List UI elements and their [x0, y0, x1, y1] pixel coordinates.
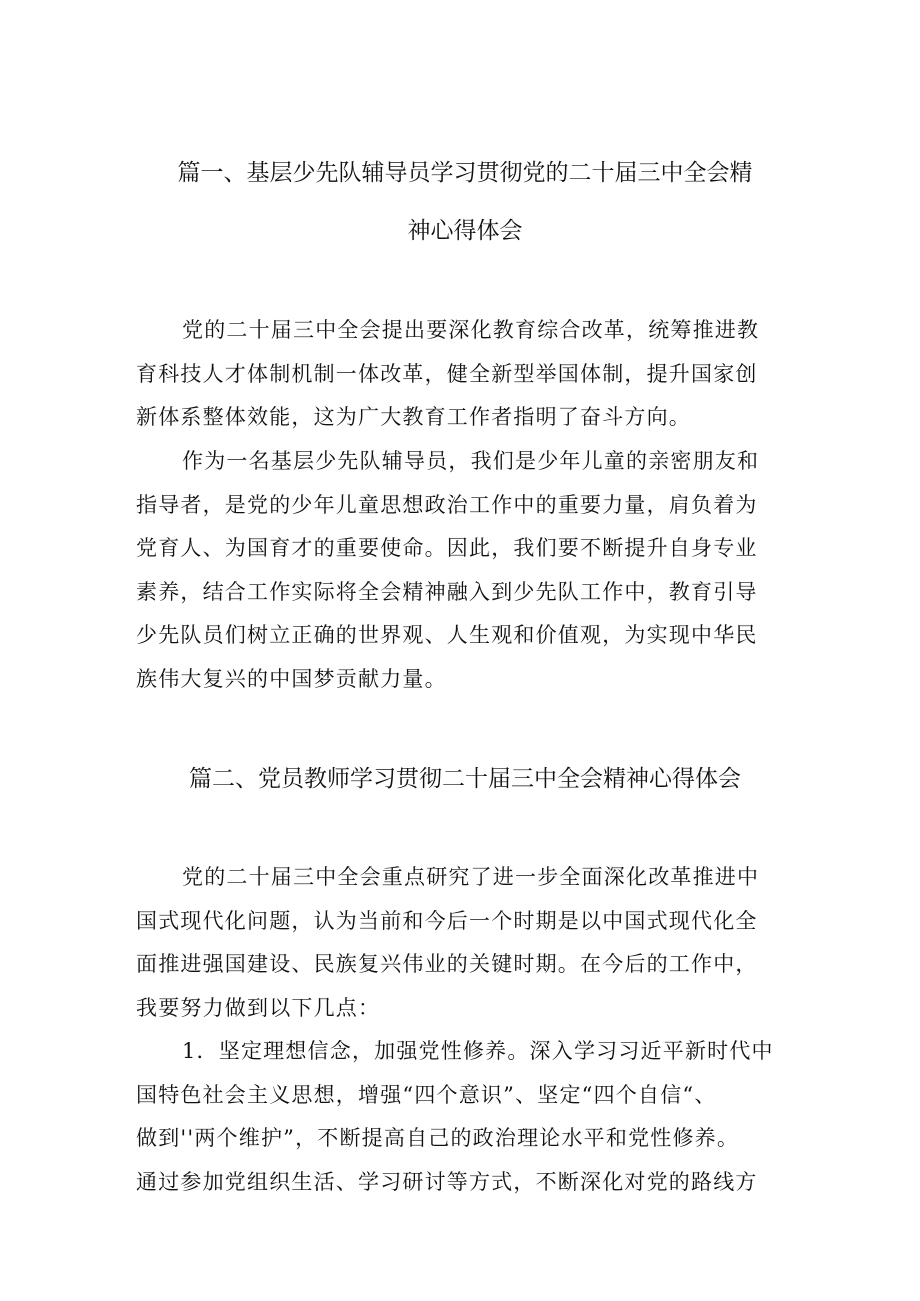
section2-paragraph-1 — [136, 856, 796, 1030]
text-line: 我要努力做到以下几点： — [136, 995, 381, 1020]
section1-paragraph-1 — [136, 309, 796, 440]
text-line: 新体系整体效能，这为广大教育工作者指明了奋斗方向。 — [136, 405, 691, 429]
text-line: 做到''两个维护”，不断提高自己的政治理论水平和党性修养。 — [136, 1126, 740, 1150]
text-line: 面推进强国建设、民族复兴伟业的关键时期。在今后的工作中， — [136, 952, 758, 976]
text-line: 党的二十届三中全会重点研究了进一步全面深化改革推进中 — [182, 865, 760, 889]
text-line: 国式现代化问题，认为当前和今后一个时期是以中国式现代化全 — [136, 908, 758, 933]
text-line: 族伟大复兴的中国梦贡献力量。 — [136, 666, 447, 691]
text-line: 1．坚定理想信念，加强党性修养。深入学习习近平新时代中 — [182, 1039, 774, 1063]
section2-title: 篇二、党员教师学习贯彻二十届三中全会精神心得体会 — [189, 766, 741, 792]
text-line: 党育人、为国育才的重要使命。因此，我们要不断提升自身专业 — [136, 536, 758, 560]
text-line: 国特色社会主义思想，增强“四个意识”、坚定“四个自信“、 — [136, 1082, 717, 1107]
text-line: 指导者，是党的少年儿童思想政治工作中的重要力量，肩负着为 — [136, 492, 758, 517]
text-line: 育科技人才体制机制一体改革，健全新型举国体制，提升国家创 — [136, 361, 758, 386]
section1-title-line1: 篇一、基层少先队辅导员学习贯彻党的二十届三中全会精 — [177, 160, 753, 186]
text-line: 党的二十届三中全会提出要深化教育综合改革，统筹推进教 — [182, 318, 760, 342]
text-line: 素养，结合工作实际将全会精神融入到少先队工作中，教育引导 — [136, 579, 758, 604]
section1-title-line2: 神心得体会 — [407, 218, 523, 244]
text-line: 作为一名基层少先队辅导员，我们是少年儿童的亲密朋友和 — [182, 449, 760, 473]
section2-paragraph-2 — [136, 1030, 796, 1204]
text-line: 少先队员们树立正确的世界观、人生观和价值观，为实现中华民 — [136, 623, 758, 647]
section1-paragraph-2 — [136, 440, 796, 701]
text-line: 通过参加党组织生活、学习研讨等方式，不断深化对党的路线方 — [136, 1169, 758, 1194]
